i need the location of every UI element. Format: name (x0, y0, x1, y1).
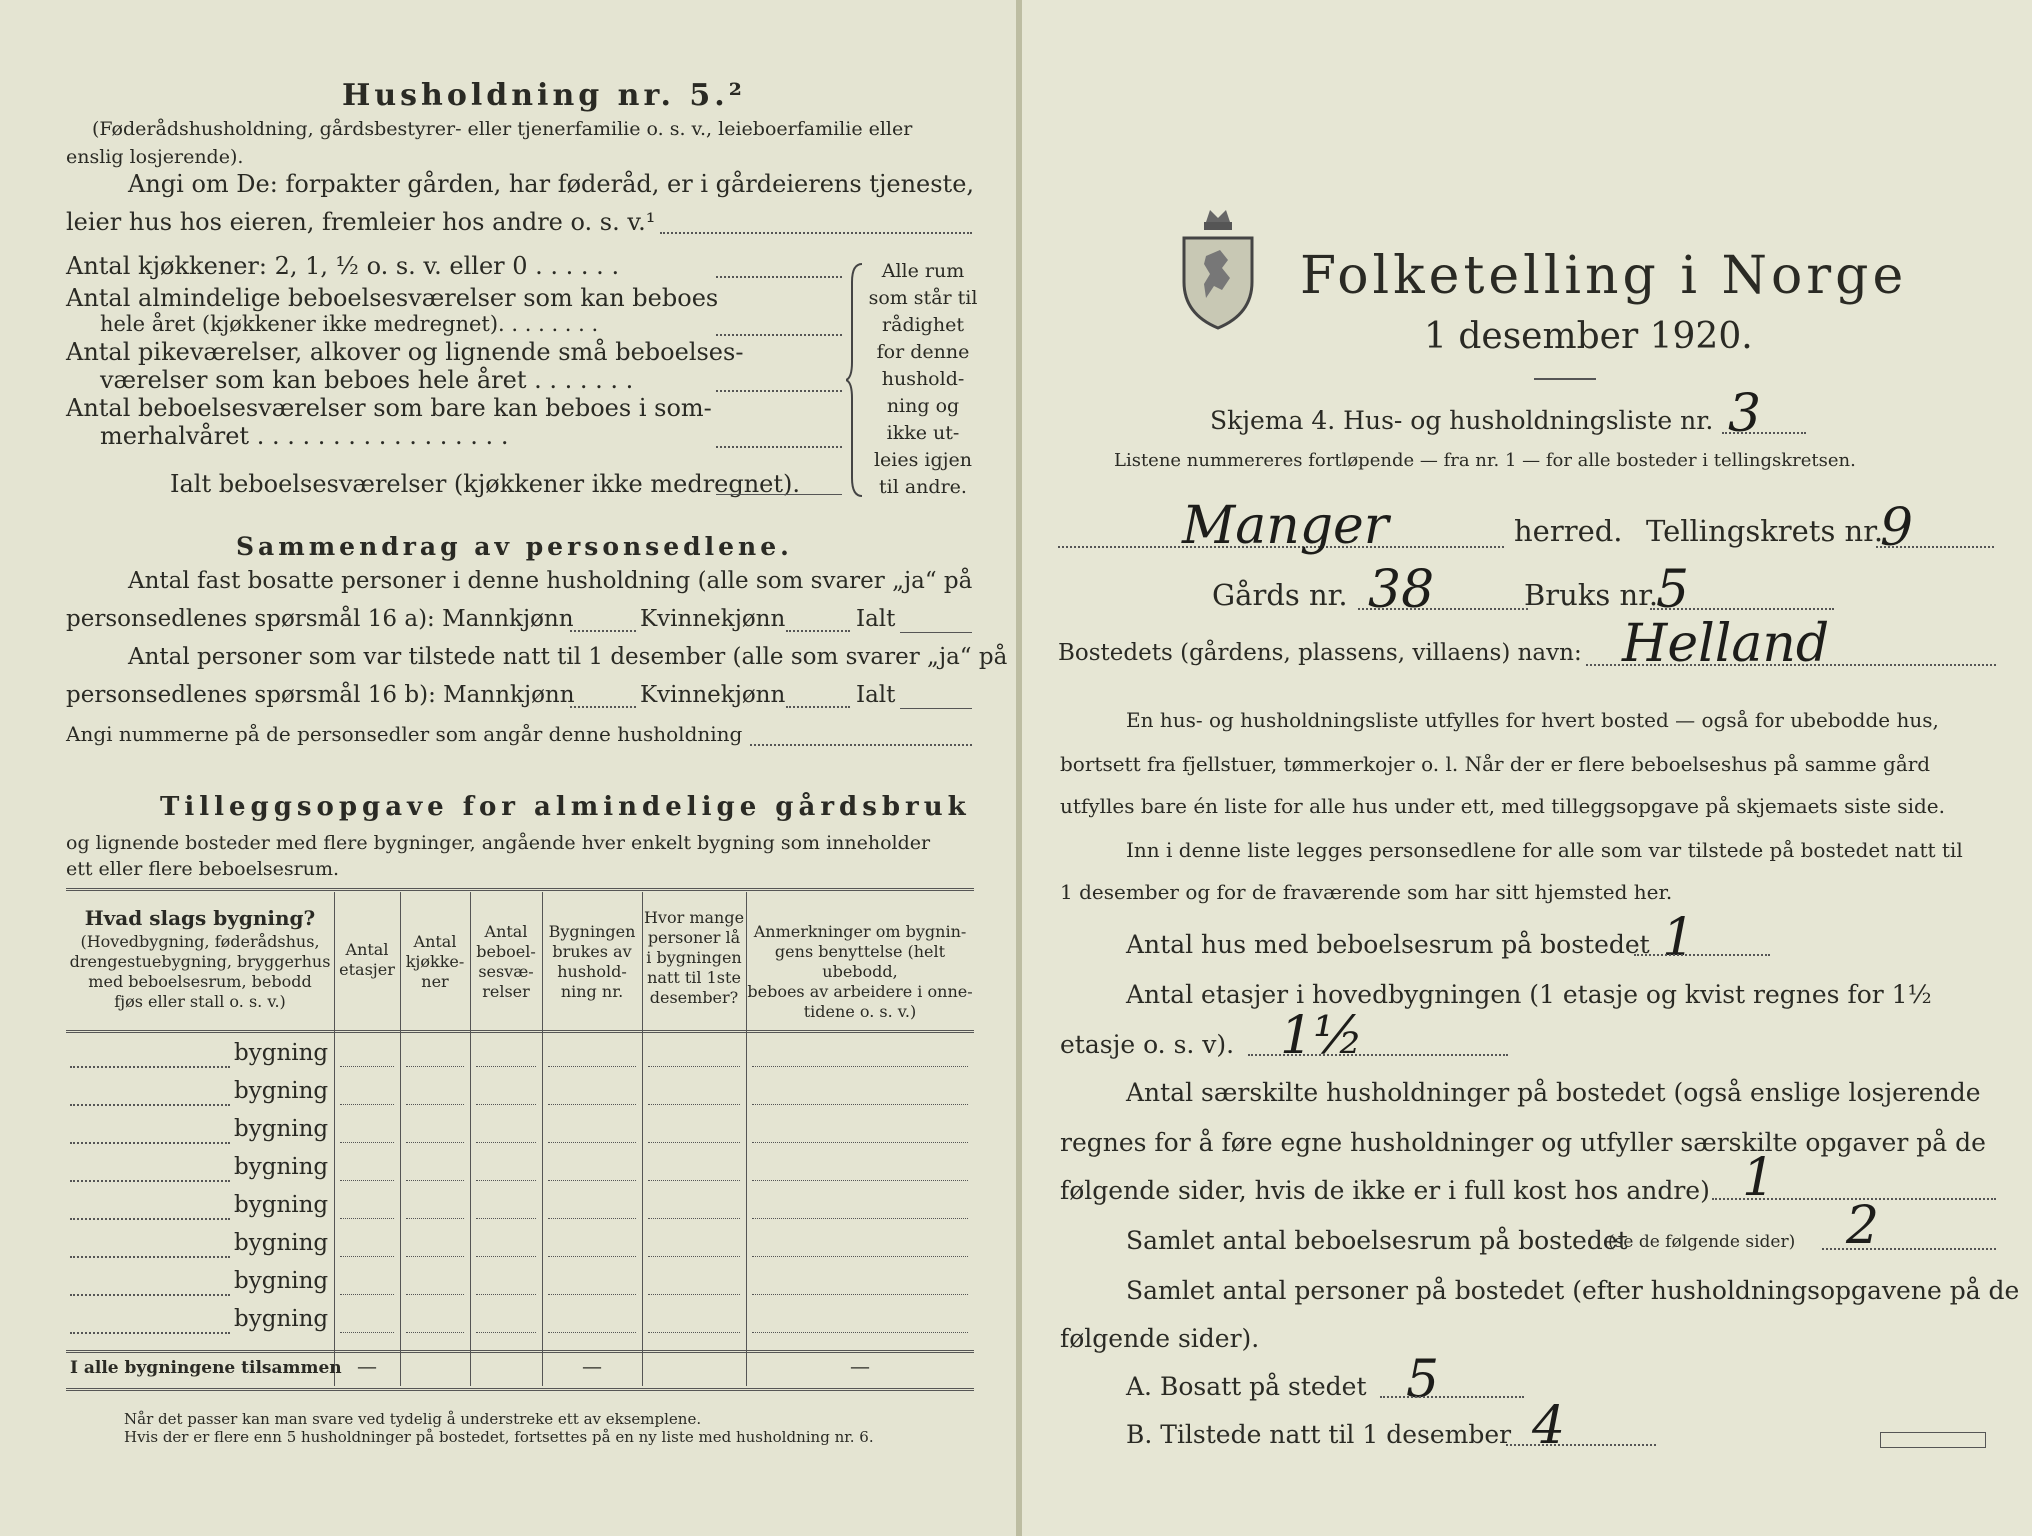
rooms-summer-b: merhalvåret . . . . . . . . . . . . . . . . . (100, 422, 509, 450)
total-used-by-dash: — (582, 1354, 602, 1378)
supplement-line-1: og lignende bosteder med flere bygninger, angående hver enkelt bygning som inneholder (66, 832, 931, 854)
q-present-label: B. Tilstede natt til 1 desember (1126, 1420, 1512, 1449)
summary-line-2d: Ialt (856, 682, 896, 708)
col-kitchens-header: Antal kjøkke- ner (405, 932, 465, 991)
brace-icon (846, 262, 868, 498)
intro-line-1: (Føderådshusholdning, gårdsbestyrer- eller tjenerfamilie o. s. v., leieboerfamilie eller (92, 118, 913, 140)
summary-line-1b: personsedlenes spørsmål 16 a): Mannkjønn (66, 606, 574, 632)
total-remarks-dash: — (850, 1354, 870, 1378)
summary-line-1a: Antal fast bosatte personer i denne husholdning (alle som svarer „ja“ på (128, 568, 973, 594)
summary-line-2b: personsedlenes spørsmål 16 b): Mannkjønn (66, 682, 575, 708)
total-row-label: I alle bygningene tilsammen (70, 1358, 342, 1378)
q-floors-line-1: Antal etasjer i hovedbygningen (1 etasje og kvist regnes for 1½ (1126, 980, 1932, 1009)
printer-stamp (1880, 1432, 1986, 1448)
table-row-label: bygning (234, 1078, 329, 1104)
herred-value: Manger (1182, 496, 1389, 556)
rooms-total: Ialt beboelsesværelser (kjøkkener ikke medregnet). (170, 470, 801, 498)
col-building-type-header: Hvad slags bygning? (84, 906, 316, 930)
right-page (1022, 0, 2032, 1536)
schema-label: Skjema 4. Hus- og husholdningsliste nr. (1210, 406, 1714, 435)
q-persons-line-2: følgende sider). (1060, 1324, 1260, 1353)
list-number-value: 3 (1728, 384, 1762, 444)
angi-line-1: Angi om De: forpakter gården, har føderåd, er i gårdeierens tjeneste, (128, 170, 975, 198)
supplement-title: Tilleggsopgave for almindelige gårdsbruk (160, 792, 971, 822)
table-row-label: bygning (234, 1230, 329, 1256)
intro-line-2: enslig losjerende). (66, 146, 244, 168)
q-rooms-note: (se de følgende sider) (1608, 1232, 1796, 1252)
q-floors-value: 1½ (1280, 1006, 1364, 1066)
q-households-line-3: følgende sider, hvis de ikke er i full kost hos andre) (1060, 1176, 1710, 1205)
q-households-value: 1 (1742, 1148, 1776, 1208)
rooms-maid-b: værelser som kan beboes hele året . . . . . . . (100, 366, 634, 394)
census-date: 1 desember 1920. (1424, 316, 1753, 357)
q-houses-value: 1 (1662, 908, 1696, 968)
paragraph-line-3: utfylles bare én liste for alle hus under ett, med tilleggsopgave på skjemaets siste side. (1060, 794, 1945, 818)
gards-value: 38 (1368, 560, 1435, 620)
bruks-value: 5 (1656, 560, 1690, 620)
rooms-kitchens: Antal kjøkkener: 2, 1, ½ o. s. v. eller 0 . . . . . . (66, 252, 620, 280)
supplement-line-2: ett eller flere beboelsesrum. (66, 858, 340, 880)
summary-line-1c: Kvinnekjønn (640, 606, 786, 632)
rooms-summer-a: Antal beboelsesværelser som bare kan beboes i som- (66, 394, 712, 422)
q-households-line-2: regnes for å føre egne husholdninger og utfyller særskilte opgaver på de (1060, 1128, 1986, 1157)
summary-line-1d: Ialt (856, 606, 896, 632)
bosted-label: Bostedets (gårdens, plassens, villaens) navn: (1058, 640, 1582, 666)
table-row-label: bygning (234, 1268, 329, 1294)
q-rooms-label: Samlet antal beboelsesrum på bostedet (1126, 1226, 1628, 1255)
bosted-value: Helland (1622, 614, 1830, 674)
col-building-type-sub: (Hovedbygning, føderådshus, drengestuebygning, bryggerhus med beboelsesrum, bebodd fjøs eller stall o. s. v.) (69, 932, 331, 1011)
side-note: Alle rum som står til rådighet for denne hushold- ning og ikke ut- leies igjen til andre. (868, 260, 978, 498)
col-rooms-header: Antal beboel- sesvæ- relser (476, 922, 536, 1001)
col-used-by-header: Bygningen brukes av hushold- ning nr. (548, 922, 636, 1001)
footnote-1: Når det passer kan man svare ved tydelig å understreke ett av eksemplene. (124, 1410, 702, 1428)
summary-line-2a: Antal personer som var tilstede natt til 1 desember (alle som svarer „ja“ på (128, 644, 1008, 670)
table-row-label: bygning (234, 1306, 329, 1332)
paragraph-line-5: 1 desember og for de fraværende som har sitt hjemsted her. (1060, 880, 1673, 904)
paragraph-line-4: Inn i denne liste legges personsedlene for alle som var tilstede på bostedet natt til (1126, 838, 1963, 862)
tellingskrets-label: Tellingskrets nr. (1646, 514, 1884, 548)
household-title: Husholdning nr. 5.² (342, 78, 746, 113)
gards-label: Gårds nr. (1212, 578, 1348, 612)
table-row-label: bygning (234, 1192, 329, 1218)
rooms-ordinary-a: Antal almindelige beboelsesværelser som kan beboes (66, 284, 719, 312)
tellingskrets-value: 9 (1880, 498, 1914, 558)
footnote-2: Hvis der er flere enn 5 husholdninger på bostedet, fortsettes på en ny liste med husholdning nr. 6. (124, 1428, 874, 1446)
rooms-ordinary-b: hele året (kjøkkener ikke medregnet). . . . . . . . (100, 312, 599, 336)
table-row-label: bygning (234, 1116, 329, 1142)
summary-line-3: Angi nummerne på de personsedler som angår denne husholdning (66, 722, 743, 746)
bruks-label: Bruks nr. (1524, 578, 1659, 612)
numbering-note: Listene nummereres fortløpende — fra nr. 1 — for alle bosteder i tellingskretsen. (1114, 450, 1856, 471)
paragraph-line-1: En hus- og husholdningsliste utfylles for hvert bosted — også for ubebodde hus, (1126, 708, 1939, 732)
total-floors-dash: — (357, 1354, 377, 1378)
q-rooms-value: 2 (1846, 1196, 1880, 1256)
q-floors-line-2: etasje o. s. v). (1060, 1030, 1235, 1059)
col-remarks-header: Anmerkninger om bygnin- gens benyttelse (helt ubebodd, beboes av arbeidere i onne- tidene o. s. v.) (747, 922, 973, 1021)
angi-line-2: leier hus hos eieren, fremleier hos andre o. s. v.¹ (66, 208, 656, 236)
coat-of-arms-icon (1176, 204, 1260, 330)
col-persons-header: Hvor mange personer lå i bygningen natt til 1ste desember? (643, 908, 745, 1007)
summary-line-2c: Kvinnekjønn (640, 682, 786, 708)
herred-label: herred. (1514, 514, 1623, 548)
q-households-line-1: Antal særskilte husholdninger på bostedet (også enslige losjerende (1126, 1078, 1981, 1107)
paragraph-line-2: bortsett fra fjellstuer, tømmerkojer o. l. Når der er flere beboelseshus på samme gård (1060, 752, 1931, 776)
rooms-maid-a: Antal pikeværelser, alkover og lignende små beboelses- (66, 338, 744, 366)
q-present-value: 4 (1532, 1396, 1566, 1456)
table-row-label: bygning (234, 1154, 329, 1180)
q-resident-label: A. Bosatt på stedet (1126, 1372, 1367, 1401)
summary-title: Sammendrag av personsedlene. (236, 532, 793, 561)
table-row-label: bygning (234, 1040, 329, 1066)
census-title: Folketelling i Norge (1300, 246, 1908, 306)
q-resident-value: 5 (1406, 1350, 1440, 1410)
q-houses-label: Antal hus med beboelsesrum på bostedet (1126, 930, 1650, 959)
q-persons-line-1: Samlet antal personer på bostedet (efter husholdningsopgavene på de (1126, 1276, 2020, 1305)
col-floors-header: Antal etasjer (339, 940, 395, 979)
